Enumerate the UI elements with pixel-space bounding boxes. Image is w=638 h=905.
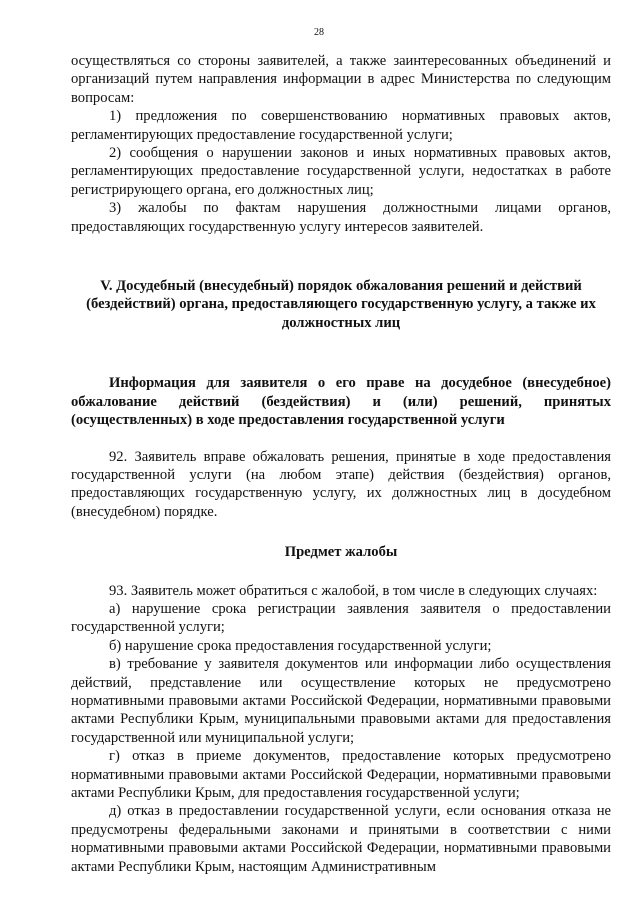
info-heading: Информация для заявителя о его праве на досудебное (внесудебное) обжалование действий (бездействия) и (или) решений, принятых (осуществленных) в ходе предоставления государственной услуги: [71, 375, 611, 429]
section-v-title: V. Досудебный (внесудебный) порядок обжалования решений и действий (бездействий) органа, предоставляющего государственную услугу, а также их должностных лиц: [86, 278, 596, 331]
list-item-b: б) нарушение срока предоставления государственной услуги;: [109, 637, 492, 654]
paragraph-93: 93. Заявитель может обратиться с жалобой, в том числе в следующих случаях:: [109, 582, 598, 599]
document-body: [71, 52, 611, 876]
subject-heading: Предмет жалобы: [284, 544, 398, 561]
list-item-g: г) отказ в приеме документов, предоставление которых предусмотрено нормативными правовыми актами Российской Федерации, нормативными правовыми актами Республики Крым, для предоставления государственной услуги;: [71, 748, 611, 801]
paragraph-92: 92. Заявитель вправе обжаловать решения, принятые в ходе предоставления государственной услуги (на любом этапе) действия (бездействия) органов, предоставляющих государственную услугу, их должностных лиц в досудебном (внесудебном) порядке.: [71, 448, 611, 520]
page-number: 28: [314, 27, 324, 38]
list-item-v: в) требование у заявителя документов или информации либо осуществления действий, представление или осуществление которых не предусмотрено нормативными правовыми актами Российской Федерации, нормативными правовыми актами Республики Крым, муниципальными правовыми актами для предоставления государственной или муниципальной услуги;: [71, 656, 611, 746]
intro-item-1: 1) предложения по совершенствованию нормативных правовых актов, регламентирующих предоставление государственной услуги;: [71, 108, 611, 143]
intro-paragraph: осуществляться со стороны заявителей, а также заинтересованных объединений и организаций путем направления информации в адрес Министерства по следующим вопросам:: [71, 53, 611, 106]
intro-item-3: 3) жалобы по фактам нарушения должностными лицами органов, предоставляющих государственную услугу интересов заявителей.: [71, 200, 611, 235]
list-item-a: а) нарушение срока регистрации заявления заявителя о предоставлении государственной услуги;: [71, 600, 611, 636]
intro-item-2: 2) сообщения о нарушении законов и иных нормативных правовых актов, регламентирующих предоставление государственной услуги, недостатках в работе регистрирующего органа, его должностных лиц;: [71, 145, 611, 198]
list-item-d: д) отказ в предоставлении государственной услуги, если основания отказа не предусмотрены федеральными законами и принятыми в соответствии с ними нормативными правовыми актами Российской Федерации, нормативными правовыми актами Республики Крым, настоящим Административным: [71, 803, 611, 875]
